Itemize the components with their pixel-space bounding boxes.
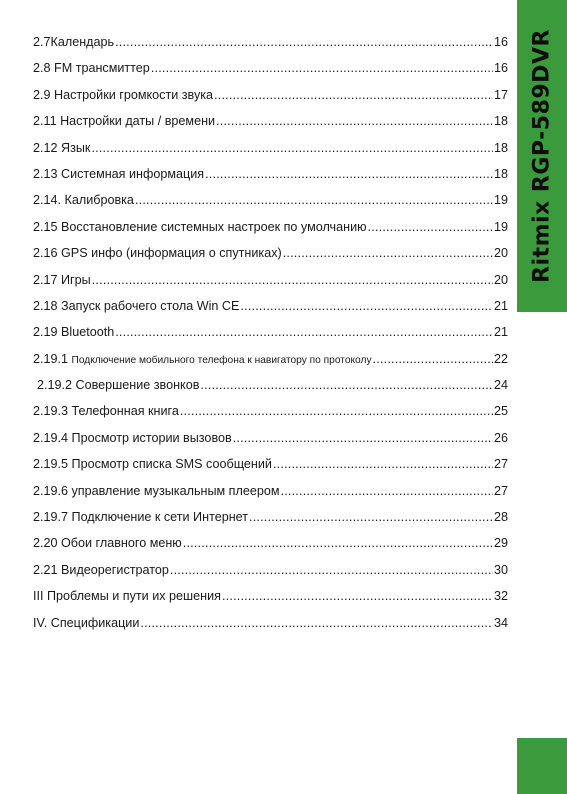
toc-leader-dots: [135, 190, 493, 210]
toc-label: III Проблемы и пути их решения: [33, 589, 221, 604]
toc-label: 2.16 GPS инфо (информация о спутниках): [33, 246, 282, 261]
toc-leader-dots: [170, 560, 493, 580]
toc-leader-dots: [200, 375, 493, 395]
toc-leader-dots: [373, 349, 493, 369]
toc-row-2-12[interactable]: [33, 138, 508, 164]
toc-label: 2.19.7 Подключение к сети Интернет: [33, 510, 249, 525]
toc-row-2-18[interactable]: [33, 296, 508, 322]
toc-label: 2.9 Настройки громкости звука: [33, 87, 214, 102]
toc-label: 2.19.3 Телефонная книга: [33, 404, 179, 419]
toc-row-2-13[interactable]: [33, 164, 508, 190]
toc-leader-dots: [151, 58, 493, 78]
toc-label-number: 2.19.1: [33, 351, 72, 366]
toc-leader-dots: [214, 85, 493, 105]
toc-row-2-19-1[interactable]: [33, 349, 508, 375]
toc-leader-dots: [183, 533, 493, 553]
toc-row-2-19-4[interactable]: [33, 428, 508, 454]
toc-row-2-19-6[interactable]: [33, 481, 508, 507]
toc-page-number: 18: [493, 140, 508, 155]
toc-leader-dots: [140, 613, 493, 633]
toc-label: 2.19.5 Просмотр списка SMS сообщений: [33, 457, 272, 472]
toc-label: 2.11 Настройки даты / времени: [33, 114, 216, 129]
toc-row-iv[interactable]: [33, 613, 508, 639]
toc-page-number: 24: [493, 378, 508, 393]
toc-page-number: 19: [493, 219, 508, 234]
toc-leader-dots: [240, 296, 493, 316]
toc-row-2-19-2[interactable]: [33, 375, 508, 401]
toc-leader-dots: [180, 401, 493, 421]
toc-row-2-9[interactable]: [33, 85, 508, 111]
toc-row-2-11[interactable]: [33, 111, 508, 137]
toc-label: 2.7Календарь: [33, 35, 115, 49]
toc-row-2-20[interactable]: [33, 533, 508, 559]
toc-page-number: 28: [493, 510, 508, 525]
toc-row-2-19-5[interactable]: [33, 454, 508, 480]
toc-leader-dots: [233, 428, 493, 448]
toc-page-number: 27: [493, 457, 508, 472]
toc-label: 2.12 Язык: [33, 140, 91, 155]
toc-label: 2.17 Игры: [33, 272, 91, 287]
toc-label: 2.19.4 Просмотр истории вызовов: [33, 430, 232, 445]
toc-leader-dots: [368, 217, 493, 237]
toc-row-iii[interactable]: [33, 586, 508, 612]
toc-row-2-19-3[interactable]: [33, 401, 508, 427]
toc-row-2-21[interactable]: [33, 560, 508, 586]
toc-label: [33, 349, 372, 371]
toc-label: 2.18 Запуск рабочего стола Win CE: [33, 298, 240, 313]
toc-leader-dots: [92, 270, 493, 290]
toc-page-number: 32: [493, 589, 508, 604]
toc-page-number: 21: [493, 298, 508, 313]
toc-page-number: 16: [493, 35, 508, 49]
toc-leader-dots: [281, 481, 493, 501]
toc-label: 2.21 Видеорегистратор: [33, 562, 169, 577]
toc-page-number: 20: [493, 246, 508, 261]
toc-page-number: 34: [493, 615, 508, 630]
toc-leader-dots: [283, 243, 493, 263]
toc-row-2-8[interactable]: [33, 58, 508, 84]
toc-page-number: 21: [493, 325, 508, 340]
toc-label: 2.8 FM трансмиттер: [33, 61, 150, 76]
toc-label: 2.15 Восстановление системных настроек по умолчанию: [33, 219, 367, 234]
toc-page-number: 19: [493, 193, 508, 208]
toc-label: 2.20 Обои главного меню: [33, 536, 182, 551]
toc-leader-dots: [216, 111, 493, 131]
toc-leader-dots: [273, 454, 493, 474]
toc-page-number: 16: [493, 61, 508, 76]
toc-page-number: 20: [493, 272, 508, 287]
toc-page-number: 25: [493, 404, 508, 419]
brand-title: Ritmix RGP-589DVR: [529, 29, 555, 283]
toc-label-text: Подключение мобильного телефона к навигатору по протоколу: [71, 354, 372, 366]
toc-row-2-14[interactable]: [33, 190, 508, 216]
toc-page-number: 29: [493, 536, 508, 551]
toc-leader-dots: [91, 138, 493, 158]
toc-leader-dots: [249, 507, 493, 527]
bottom-green-tab: [517, 738, 567, 794]
toc-row-2-7[interactable]: [33, 32, 508, 58]
toc-label: 2.13 Системная информация: [33, 166, 205, 181]
toc-row-2-19-7[interactable]: [33, 507, 508, 533]
toc-leader-dots: [115, 32, 493, 52]
toc-label: 2.19.6 управление музыкальным плеером: [33, 483, 280, 498]
toc-page-number: 27: [493, 483, 508, 498]
brand-sidebar-tab: [517, 0, 567, 312]
toc-row-2-19[interactable]: [33, 322, 508, 348]
toc-label: 2.19 Bluetooth: [33, 325, 115, 340]
toc-leader-dots: [222, 586, 493, 606]
toc-page-number: 30: [493, 562, 508, 577]
toc-page-number: 18: [493, 114, 508, 129]
toc-label: 2.19.2 Совершение звонков: [37, 378, 200, 393]
toc-leader-dots: [205, 164, 493, 184]
table-of-contents: [33, 32, 508, 639]
toc-page-number: 17: [493, 87, 508, 102]
toc-page-number: 26: [493, 430, 508, 445]
toc-row-2-16[interactable]: [33, 243, 508, 269]
toc-page-number: 18: [493, 166, 508, 181]
toc-row-2-15[interactable]: [33, 217, 508, 243]
toc-label: IV. Спецификации: [33, 615, 140, 630]
toc-page-number: 22: [493, 351, 508, 366]
toc-label: 2.14. Калибровка: [33, 193, 134, 208]
toc-leader-dots: [115, 322, 493, 342]
toc-row-2-17[interactable]: [33, 270, 508, 296]
